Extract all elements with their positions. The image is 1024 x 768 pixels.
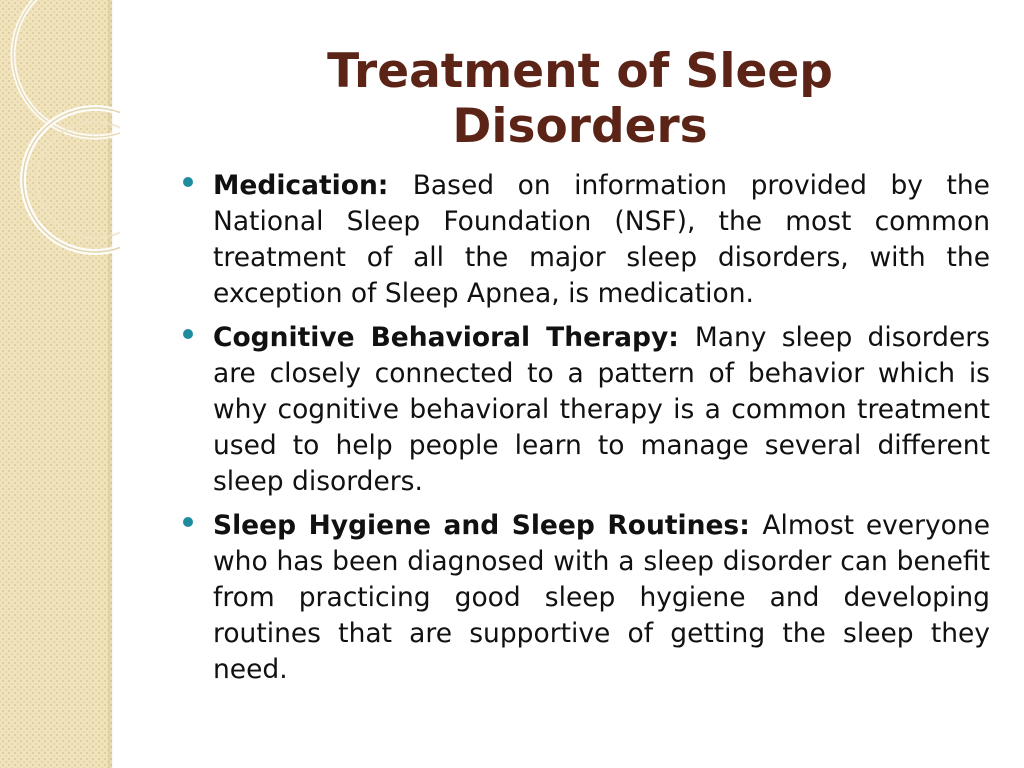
title-line-2: Disorders [452,99,708,154]
bullet-icon [183,517,193,527]
bullet-icon [183,177,193,187]
bullet-heading: Medication: [213,170,413,201]
title-line-1: Treatment of Sleep [327,44,833,99]
bullet-list [178,168,990,696]
bullet-text: Almost everyone who has been diagnosed with a sleep disorder can benefit from practicing good sleep hygiene and developing routines that are supportive of getting the sleep they need. [213,510,990,685]
circle-rings-decoration [0,0,120,260]
bullet-heading: Cognitive Behavioral Therapy: [213,322,695,353]
bullet-item-medication [178,168,990,312]
bullet-text: Based on information provided by the National Sleep Foundation (NSF), the most common treatment of all the major sleep disorders, with the exception of Sleep Apnea, is medication. [213,170,990,309]
bullet-item-cognitive-behavioral-therapy [178,320,990,500]
bullet-text: Many sleep disorders are closely connected to a pattern of behavior which is why cognitive behavioral therapy is a common treatment used to help people learn to manage several different sleep disorders. [213,322,990,497]
bullet-item-sleep-hygiene [178,508,990,688]
bullet-icon [183,329,193,339]
bullet-heading: Sleep Hygiene and Sleep Routines: [213,510,763,541]
slide-title [250,44,910,154]
